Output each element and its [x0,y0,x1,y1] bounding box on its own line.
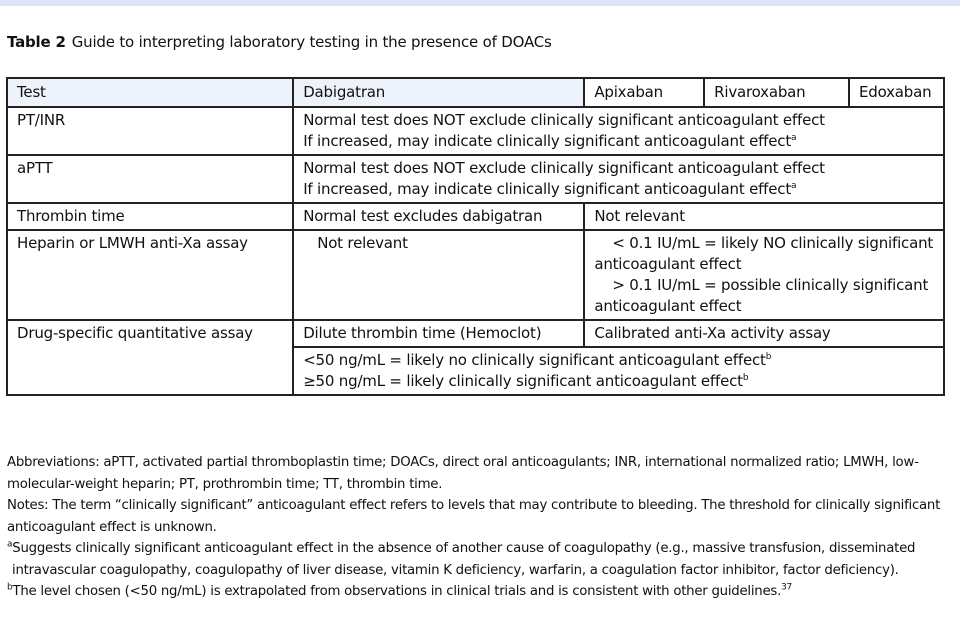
header-edoxaban: Edoxaban [849,78,944,107]
footnote-a-text: Suggests clinically significant anticoagulant effect in the absence of another cause of coagulopathy (e.g., massive transfusion, disseminated [12,541,916,556]
cell-dabigatran: Dilute thrombin time (Hemoclot) [293,320,584,347]
cell-text: > 0.1 IU/mL = possible clinically significant [612,276,929,294]
footnote-a-line-1 [7,538,952,560]
top-band [0,0,960,6]
abbreviations-line-1: Abbreviations: aPTT, activated partial thromboplastin time; DOACs, direct oral anticoagulants; INR, international normalized ratio; LMWH, low- [7,455,919,470]
cell-test: aPTT [7,155,293,203]
footnote-mark: a [791,133,797,143]
cell-test: PT/INR [7,107,293,155]
notes-line-1: Notes: The term “clinically significant” anticoagulant effect refers to levels that may contribute to bleeding. The threshold for clinically significant [7,498,941,513]
result-text: If increased, may indicate clinically significant anticoagulant effect [303,132,792,150]
cell-xa-inhibitors: Calibrated anti-Xa activity assay [584,320,944,347]
cell-result [293,107,944,155]
table-row-thrombin-time [7,203,944,230]
footnote-mark: b [765,352,772,362]
cell-result [293,155,944,203]
table-header-row [7,78,944,107]
footnote-b-mark: b [7,582,13,593]
result-line-1: Normal test does NOT exclude clinically significant anticoagulant effect [303,159,825,177]
cell-thresholds [293,347,944,395]
xa-line-3 [594,275,938,296]
header-dabigatran: Dabigatran [293,78,584,107]
lab-testing-table [6,77,945,396]
cell-test: Heparin or LMWH anti-Xa assay [7,230,293,320]
xa-line-4: anticoagulant effect [594,297,742,315]
footnote-a-line-2: intravascular coagulopathy, coagulopathy of liver disease, vitamin K deficiency, warfarin, a coagulation factor inhibitor, factor deficiency). [12,562,899,578]
threshold-text: <50 ng/mL = likely no clinically significant anticoagulant effect [303,351,766,369]
cell-xa-inhibitors [584,230,944,320]
cell-xa-inhibitors: Not relevant [584,203,944,230]
header-test: Test [7,78,293,107]
threshold-text: ≥50 ng/mL = likely clinically significant anticoagulant effect [303,372,743,390]
threshold-line-2 [303,371,938,392]
table-row-pt-inr [7,107,944,155]
threshold-line-1 [303,350,938,371]
footnote-a-mark: a [7,539,13,550]
cell-dabigatran [293,230,584,320]
table-caption: Guide to interpreting laboratory testing in the presence of DOACs [71,33,552,51]
cell-text: Not relevant [317,234,408,252]
abbreviations-line-2: molecular-weight heparin; PT, prothrombin time; TT, thrombin time. [7,476,443,492]
table-label: Table 2 [7,33,66,51]
footnote-b-text: The level chosen (<50 ng/mL) is extrapolated from observations in clinical trials and is consistent with other guidelines. [12,584,782,599]
xa-line-1 [594,233,938,254]
cell-test: Thrombin time [7,203,293,230]
cell-dabigatran: Normal test excludes dabigatran [293,203,584,230]
footnote-mark: b [742,373,749,383]
cell-text: < 0.1 IU/mL = likely NO clinically significant [612,234,934,252]
table-row-aptt [7,155,944,203]
footnote-mark: a [791,181,797,191]
xa-line-2: anticoagulant effect [594,255,742,273]
header-apixaban: Apixaban [584,78,704,107]
cell-test: Drug-specific quantitative assay [7,320,293,395]
table-row-quantitative-assay [7,320,944,347]
table-title [7,33,552,51]
header-rivaroxaban: Rivaroxaban [704,78,849,107]
result-line-1: Normal test does NOT exclude clinically significant anticoagulant effect [303,111,825,129]
result-line-2 [303,179,938,200]
reference-mark: 37 [781,582,793,593]
table-row-anti-xa-assay [7,230,944,320]
table-footnotes [7,452,952,603]
notes-line-2: anticoagulant effect is unknown. [7,519,217,535]
footnote-b-line [7,581,952,603]
result-line-2 [303,131,938,152]
result-text: If increased, may indicate clinically significant anticoagulant effect [303,180,792,198]
